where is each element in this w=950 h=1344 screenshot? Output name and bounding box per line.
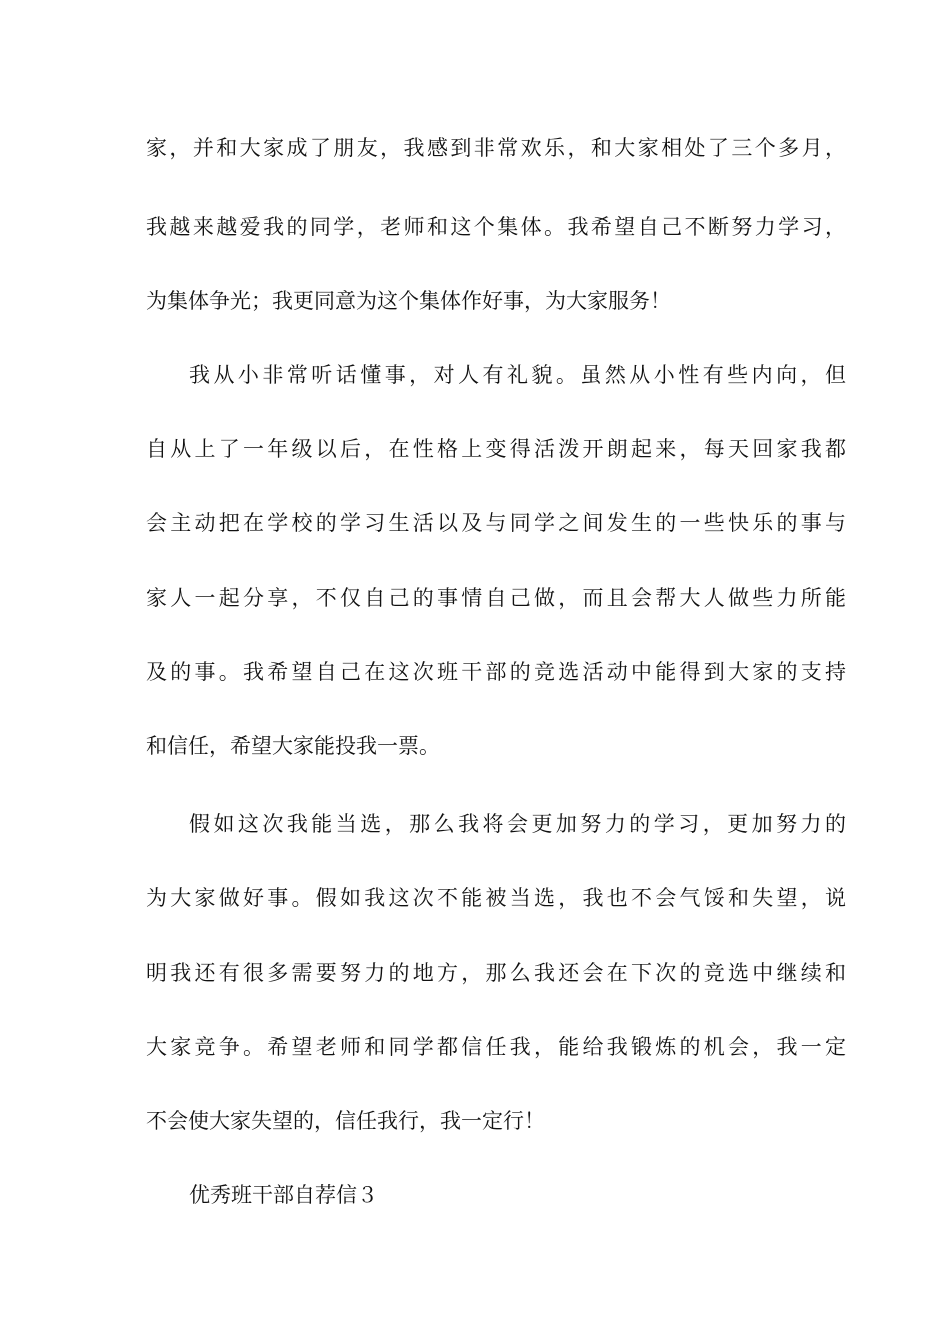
- paragraph-3-line-3: 明我还有很多需要努力的地方，那么我还会在下次的竞选中继续和: [146, 961, 846, 985]
- paragraph-1-line-3: 为集体争光；我更同意为这个集体作好事，为大家服务！: [146, 289, 671, 313]
- paragraph-3-line-1: 假如这次我能当选，那么我将会更加努力的学习，更加努力的: [189, 812, 846, 836]
- section-title: 优秀班干部自荐信３: [189, 1183, 378, 1207]
- paragraph-2-line-4: 家人一起分享，不仅自己的事情自己做，而且会帮大人做些力所能: [146, 586, 846, 610]
- paragraph-2-line-6: 和信任，希望大家能投我一票。: [146, 734, 440, 758]
- paragraph-3-line-5: 不会使大家失望的，信任我行，我一定行！: [146, 1109, 545, 1133]
- paragraph-3-line-2: 为大家做好事。假如我这次不能被当选，我也不会气馁和失望，说: [146, 886, 846, 910]
- paragraph-2-line-1: 我从小非常听话懂事，对人有礼貌。虽然从小性有些内向，但: [189, 363, 846, 387]
- paragraph-3-line-4: 大家竞争。希望老师和同学都信任我，能给我锻炼的机会，我一定: [146, 1035, 846, 1059]
- paragraph-1-line-2: 我越来越爱我的同学，老师和这个集体。我希望自己不断努力学习，: [146, 215, 846, 239]
- paragraph-2-line-2: 自从上了一年级以后，在性格上变得活泼开朗起来，每天回家我都: [146, 437, 846, 461]
- paragraph-2-line-3: 会主动把在学校的学习生活以及与同学之间发生的一些快乐的事与: [146, 511, 846, 535]
- paragraph-2-line-5: 及的事。我希望自己在这次班干部的竞选活动中能得到大家的支持: [146, 660, 846, 684]
- paragraph-1-line-1: 家，并和大家成了朋友，我感到非常欢乐，和大家相处了三个多月，: [146, 136, 846, 160]
